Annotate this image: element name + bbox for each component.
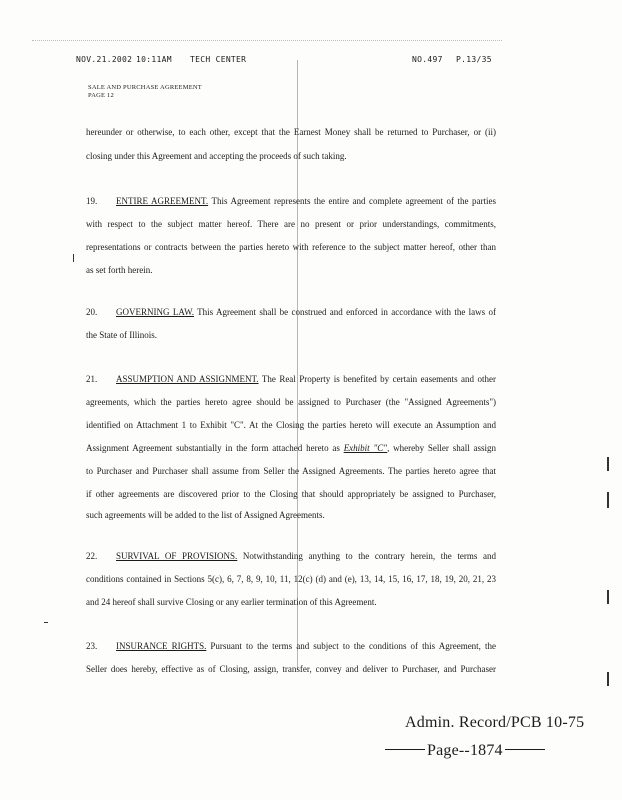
section-line: such agreements will be added to the list of Assigned Agreements. [86, 510, 325, 520]
section-line: with respect to the subject matter hereof. There are no present or prior understandings, commitments, [86, 219, 496, 229]
margin-mark [607, 672, 609, 686]
document-page-number: PAGE 12 [88, 92, 114, 99]
fax-time: 10:11AM [136, 55, 172, 64]
section-text: The Real Property is benefited by certain easements and other [258, 374, 496, 384]
margin-mark [73, 254, 74, 262]
section-line: Seller does hereby, effective as of Closing, assign, transfer, convey and deliver to Purchaser, and Purchaser [86, 664, 496, 674]
section-line [86, 374, 496, 385]
admin-record-page: Page--1874 [427, 742, 503, 759]
section-heading: INSURANCE RIGHTS. [116, 641, 207, 651]
body-line: closing under this Agreement and accepting the proceeds of such taking. [86, 151, 347, 161]
section-line [86, 551, 496, 562]
section-line [86, 641, 496, 652]
section-text: This Agreement shall be construed and enforced in accordance with the laws of [194, 307, 496, 317]
section-line: the State of Illinois. [86, 330, 157, 340]
document-header [88, 84, 202, 100]
section-text: This Agreement represents the entire and complete agreement of the parties [208, 196, 496, 206]
section-line: as set forth herein. [86, 265, 153, 275]
section-line: conditions contained in Sections 5(c), 6, 7, 8, 9, 10, 11, 12(c) (d) and (e), 13, 14, 15, 16, 17, 18, 19, 20, 21, 23 [86, 574, 496, 584]
section-text: Notwithstanding anything to the contrary herein, the terms and [237, 551, 496, 561]
margin-mark [44, 622, 48, 623]
fax-number: NO.497 [412, 55, 443, 64]
section-text: Assignment Agreement substantially in the form attached hereto as [86, 443, 344, 453]
section-text: , whereby Seller shall assign [387, 443, 496, 453]
scan-noise-top [32, 40, 502, 41]
margin-mark [607, 492, 609, 508]
exhibit-reference: Exhibit "C" [343, 443, 388, 453]
section-line [86, 443, 496, 454]
document-title: SALE AND PURCHASE AGREEMENT [88, 84, 202, 91]
margin-mark [607, 457, 609, 471]
margin-mark [607, 590, 609, 604]
body-line: hereunder or otherwise, to each other, except that the Earnest Money shall be returned to Purchaser, or (ii) [86, 127, 496, 137]
section-number: 20. [86, 307, 98, 317]
section-line: and 24 hereof shall survive Closing or any earlier termination of this Agreement. [86, 597, 377, 607]
section-heading: ENTIRE AGREEMENT. [116, 196, 209, 206]
section-line: agreements, which the parties hereto agree should be assigned to Purchaser (the "Assigned Agreements") [86, 397, 496, 407]
admin-record-label: Admin. Record/PCB 10-75 [405, 714, 585, 731]
section-number: 21. [86, 374, 98, 384]
fax-sender: TECH CENTER [190, 55, 247, 64]
fax-date: NOV.21.2002 [76, 55, 133, 64]
section-line: identified on Attachment 1 to Exhibit "C". At the Closing the parties hereto will execute an Assumption and [86, 420, 496, 430]
section-line: to Purchaser and Purchaser shall assume from Seller the Assigned Agreements. The parties hereto agree that [86, 466, 496, 476]
section-heading: GOVERNING LAW. [116, 307, 195, 317]
section-number: 23. [86, 641, 98, 651]
section-heading: ASSUMPTION AND ASSIGNMENT. [116, 374, 259, 384]
section-number: 19. [86, 196, 98, 206]
section-line [86, 307, 496, 318]
section-heading: SURVIVAL OF PROVISIONS. [116, 551, 238, 561]
section-line [86, 196, 496, 207]
section-text: Pursuant to the terms and subject to the conditions of this Agreement, the [206, 641, 496, 651]
section-line: if other agreements are discovered prior to the Closing that should appropriately be assigned to Purchaser, [86, 489, 496, 499]
section-number: 22. [86, 551, 98, 561]
section-line: representations or contracts between the parties hereto with reference to the subject matter hereof, other than [86, 242, 496, 252]
fax-page: P.13/35 [456, 55, 492, 64]
